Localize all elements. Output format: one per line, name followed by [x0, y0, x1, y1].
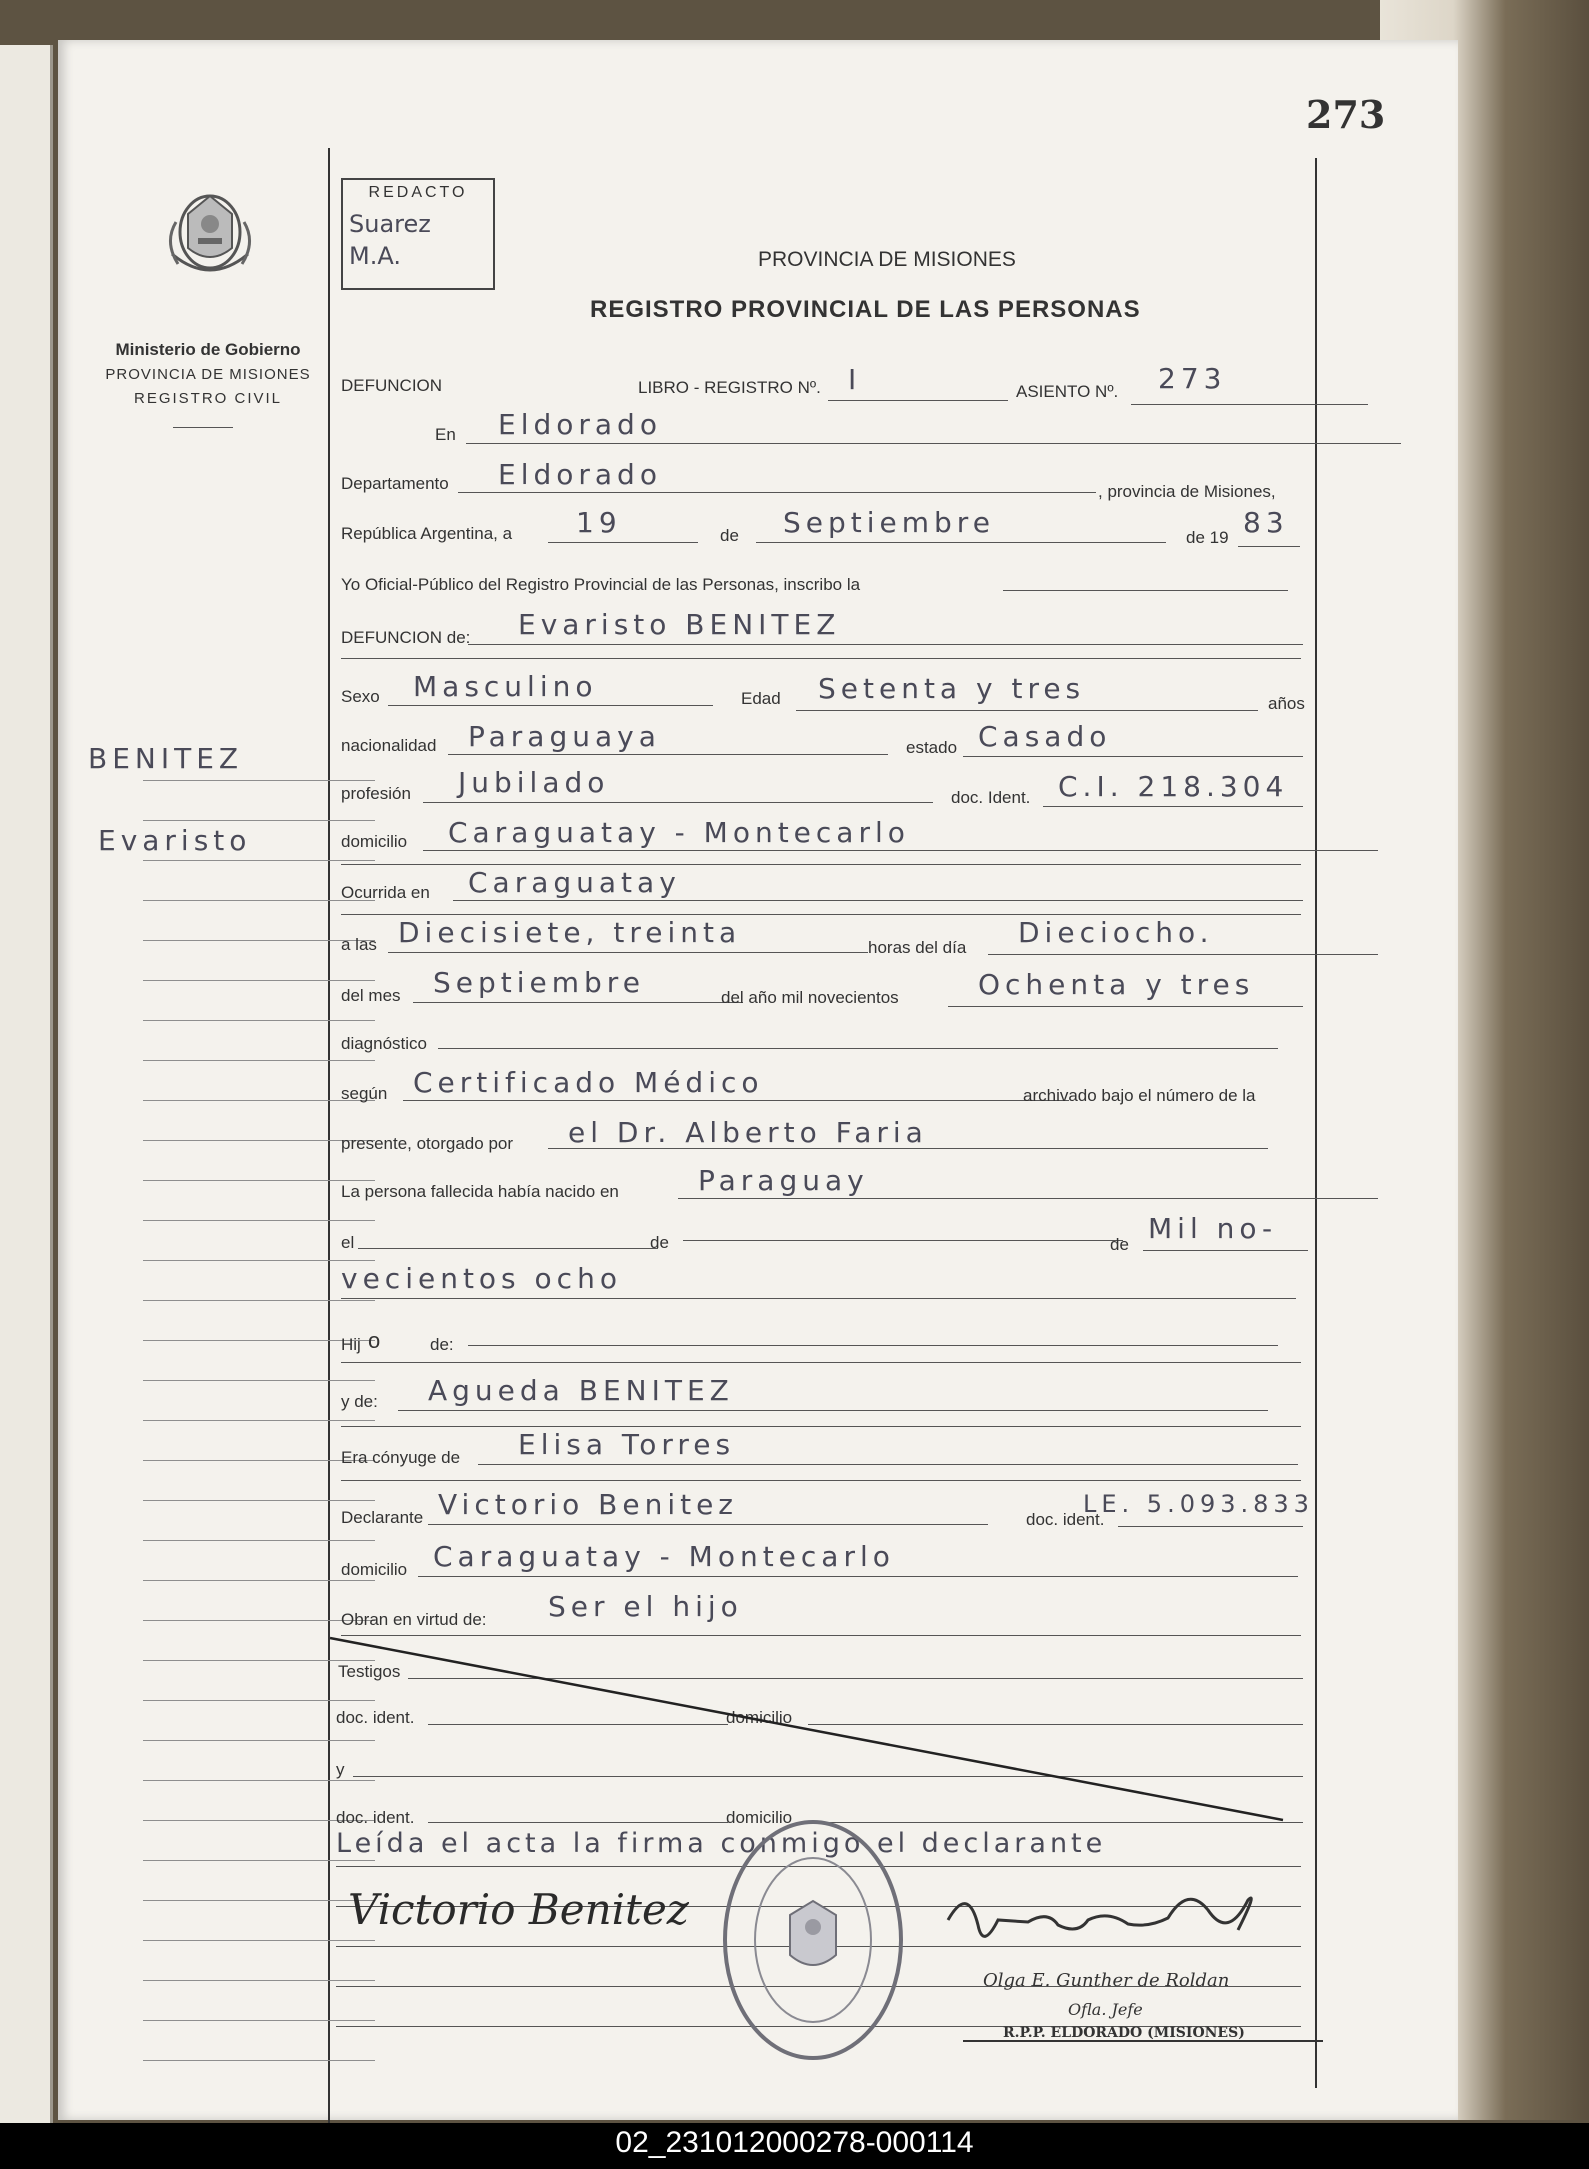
redacto-handwritten: Suarez M.A. — [349, 210, 431, 270]
archivado-label: archivado bajo el número de la — [1023, 1086, 1256, 1105]
madre-line — [398, 1410, 1268, 1411]
dia-texto-line — [988, 954, 1378, 955]
doc-ident-line — [1043, 806, 1303, 807]
obran-label: Obran en virtud de: — [341, 1610, 487, 1629]
margin-rule — [143, 1860, 375, 1861]
del-mes-line — [413, 1002, 743, 1003]
margin-rule — [143, 1380, 375, 1381]
nacionalidad-value: Paraguaya — [468, 720, 661, 753]
hora-value: Diecisiete, treinta — [398, 916, 742, 949]
declarante-domicilio-line — [418, 1576, 1298, 1577]
register-page — [58, 40, 1458, 2120]
hijo-line2 — [341, 1362, 1301, 1363]
ocurrida-label: Ocurrida en — [341, 883, 430, 902]
estado-label: estado — [906, 738, 958, 757]
seal-icon — [718, 1815, 908, 2065]
margin-rule — [143, 1540, 375, 1541]
ocurrida-value: Caraguatay — [468, 866, 681, 899]
nacimiento-line — [1143, 1250, 1308, 1251]
provincia-label: , provincia de Misiones, — [1098, 482, 1276, 501]
ministry-crest — [154, 182, 266, 330]
diagnostico-label: diagnóstico — [341, 1034, 428, 1053]
margin-rule — [143, 980, 375, 981]
departamento-label: Departamento — [341, 474, 449, 493]
en-value: Eldorado — [498, 408, 662, 441]
hijo-de-label: de: — [430, 1335, 454, 1354]
redacto-label: REDACTO — [368, 184, 468, 201]
margin-rule — [143, 1180, 375, 1181]
defuncion-label: DEFUNCION — [341, 376, 443, 395]
margin-rule — [143, 1020, 375, 1021]
margin-rule — [143, 1580, 375, 1581]
horas-dia-label: horas del día — [868, 938, 967, 957]
estado-line — [963, 756, 1303, 757]
t-doc-label: doc. ident. — [336, 1708, 415, 1727]
nacionalidad-label: nacionalidad — [341, 736, 437, 755]
conyuge-value: Elisa Torres — [518, 1428, 736, 1461]
official-underline — [963, 2040, 1323, 2042]
sexo-line — [388, 705, 713, 706]
presente-line — [548, 1148, 1268, 1149]
declarante-doc-value: LE. 5.093.833 — [1083, 1490, 1314, 1518]
de2-line — [683, 1240, 1123, 1241]
nacimiento-anio-2: vecientos ocho — [341, 1262, 622, 1295]
segun-value: Certificado Médico — [413, 1066, 764, 1099]
presente-label: presente, otorgado por — [341, 1134, 514, 1153]
crest-icon — [154, 182, 266, 330]
official-seal — [718, 1815, 908, 2065]
nacido-line — [678, 1198, 1378, 1199]
defuncion-de-line2 — [341, 658, 1301, 659]
anio-label: de 19 — [1186, 528, 1229, 547]
nacimiento-anio-1: Mil no- — [1148, 1212, 1278, 1245]
declarante-domicilio-label: domicilio — [341, 1560, 408, 1579]
margin-rule — [143, 1300, 375, 1301]
en-label: En — [435, 425, 456, 444]
edad-line — [796, 710, 1258, 711]
margin-rule — [143, 1260, 375, 1261]
de2-label: de — [650, 1233, 669, 1252]
y-label: y — [336, 1760, 345, 1779]
declarante-doc-line — [1118, 1526, 1303, 1527]
domicilio-label: domicilio — [341, 832, 408, 851]
left-rule — [328, 148, 330, 2128]
hijo-suffix: o — [368, 1328, 381, 1353]
profesion-label: profesión — [341, 784, 411, 803]
official-name: Olga E. Gunther de Roldan — [983, 1970, 1230, 1991]
libro-value: I — [848, 363, 862, 396]
margin-rule — [143, 1500, 375, 1501]
departamento-value: Eldorado — [498, 458, 662, 491]
madre-line2 — [341, 1426, 1301, 1427]
declarante-doc-label: doc. ident. — [1026, 1510, 1105, 1529]
folio-number: 273 — [1306, 92, 1386, 137]
inscribo-line — [1003, 590, 1288, 591]
doc-ident-label: doc. Ident. — [951, 788, 1031, 807]
del-anio-value: Ochenta y tres — [978, 968, 1255, 1001]
declarante-line — [428, 1524, 988, 1525]
nacido-value: Paraguay — [698, 1164, 869, 1197]
edad-value: Setenta y tres — [818, 672, 1086, 705]
domicilio-line — [423, 850, 1378, 851]
official-signature-scribble — [938, 1880, 1288, 1960]
margin-rule — [143, 780, 375, 781]
previous-page-edge — [0, 45, 53, 2125]
margin-rule — [143, 1900, 375, 1901]
ocurrida-line2 — [341, 914, 1301, 915]
strike-diagonal — [328, 1630, 1288, 1830]
ocurrida-line — [453, 900, 1303, 901]
nacionalidad-line — [448, 754, 888, 755]
hijo-line — [468, 1345, 1278, 1346]
testigos-label: Testigos — [338, 1662, 401, 1681]
ministry-title: Ministerio de Gobierno — [115, 340, 301, 359]
defuncion-de-label: DEFUNCION de: — [341, 628, 471, 647]
nacido-label: La persona fallecida había nacido en — [341, 1182, 619, 1201]
mes-line — [756, 542, 1166, 543]
asiento-line — [1131, 404, 1368, 405]
office-stamp: R.P.P. ELDORADO (MISIONES) — [1003, 2025, 1245, 2041]
t2-doc-label: doc. ident. — [336, 1808, 415, 1827]
dia-line — [548, 542, 698, 543]
margin-rule — [143, 1980, 375, 1981]
domicilio-value: Caraguatay - Montecarlo — [448, 816, 910, 849]
presente-value: el Dr. Alberto Faria — [568, 1116, 928, 1149]
doc-ident-value: C.I. 218.304 — [1058, 770, 1289, 803]
anio-line — [1238, 546, 1300, 547]
edad-label: Edad — [741, 689, 781, 708]
en-line — [466, 443, 1401, 444]
departamento-line — [458, 492, 1096, 493]
conyuge-line2 — [341, 1480, 1301, 1481]
anos-label: años — [1268, 694, 1305, 713]
a-las-label: a las — [341, 935, 377, 954]
mes-value: Septiembre — [783, 506, 995, 539]
t-domicilio-label: domicilio — [726, 1708, 793, 1727]
margin-rule — [143, 1220, 375, 1221]
hora-line — [388, 952, 868, 953]
hijo-label: Hij — [341, 1335, 361, 1354]
del-anio-label: del año mil novecientos — [721, 988, 899, 1007]
asiento-value: 273 — [1158, 362, 1227, 395]
dia-texto-value: Dieciocho. — [1018, 916, 1214, 949]
declarante-domicilio-value: Caraguatay - Montecarlo — [433, 1540, 895, 1573]
estado-value: Casado — [978, 720, 1112, 753]
segun-label: según — [341, 1084, 388, 1103]
margin-rule — [143, 860, 375, 861]
declarante-value: Victorio Benitez — [438, 1488, 739, 1521]
asiento-label: ASIENTO Nº. — [1016, 382, 1119, 401]
defuncion-de-line — [468, 644, 1303, 645]
de-label: de — [720, 526, 739, 545]
t2-domicilio-label: domicilio — [726, 1808, 793, 1827]
header-province: PROVINCIA DE MISIONES — [758, 248, 1016, 271]
footer-id: 02_231012000278-000114 — [615, 2126, 974, 2159]
y-de-label: y de: — [341, 1392, 378, 1411]
redacto-stamp — [341, 178, 495, 290]
profesion-value: Jubilado — [458, 766, 610, 799]
anio-value: 83 — [1243, 506, 1289, 539]
republica-label: República Argentina, a — [341, 524, 513, 543]
libro-label: LIBRO - REGISTRO Nº. — [638, 378, 821, 397]
diagnostico-line — [438, 1048, 1278, 1049]
conyuge-label: Era cónyuge de — [341, 1448, 461, 1467]
ministry-office: REGISTRO CIVIL — [133, 390, 283, 407]
margin-rule — [143, 1420, 375, 1421]
closing-note: Leída el acta la firma conmigo el declarante — [336, 1828, 1107, 1859]
libro-line — [828, 400, 1008, 401]
yo-oficial-label: Yo Oficial-Público del Registro Provincial de las Personas, inscribo la — [341, 575, 861, 594]
madre-value: Agueda BENITEZ — [428, 1374, 734, 1407]
right-rule — [1315, 158, 1317, 2088]
ministry-province: PROVINCIA DE MISIONES — [105, 366, 311, 383]
declarante-signature: Victorio Benitez — [348, 1885, 689, 1934]
del-mes-label: del mes — [341, 986, 401, 1005]
sexo-label: Sexo — [341, 687, 380, 706]
nacimiento-line2 — [341, 1298, 1296, 1299]
margin-rule — [143, 1060, 375, 1061]
dia-value: 19 — [576, 506, 622, 539]
el-line — [358, 1248, 658, 1249]
defuncion-de-value: Evaristo BENITEZ — [518, 608, 841, 641]
declarante-label: Declarante — [341, 1508, 424, 1527]
obran-value: Ser el hijo — [548, 1590, 743, 1623]
segun-line — [403, 1100, 1069, 1101]
sexo-value: Masculino — [413, 670, 598, 703]
margin-rule — [143, 2060, 375, 2061]
el-label: el — [341, 1233, 355, 1252]
de3-label: de — [1110, 1235, 1129, 1254]
profesion-line — [423, 802, 933, 803]
crest-divider — [173, 427, 233, 428]
del-mes-value: Septiembre — [433, 966, 645, 999]
header-registry: REGISTRO PROVINCIAL DE LAS PERSONAS — [590, 296, 1141, 323]
conyuge-line — [478, 1464, 1298, 1465]
margin-given-name: Evaristo — [98, 824, 252, 857]
margin-rule — [143, 820, 375, 821]
del-anio-line — [948, 1006, 1303, 1007]
official-role: Ofla. Jefe — [1068, 2000, 1143, 2019]
margin-rule — [143, 1940, 375, 1941]
margin-surname: BENITEZ — [88, 742, 244, 775]
domicilio-line2 — [341, 864, 1301, 865]
margin-rule — [143, 2020, 375, 2021]
